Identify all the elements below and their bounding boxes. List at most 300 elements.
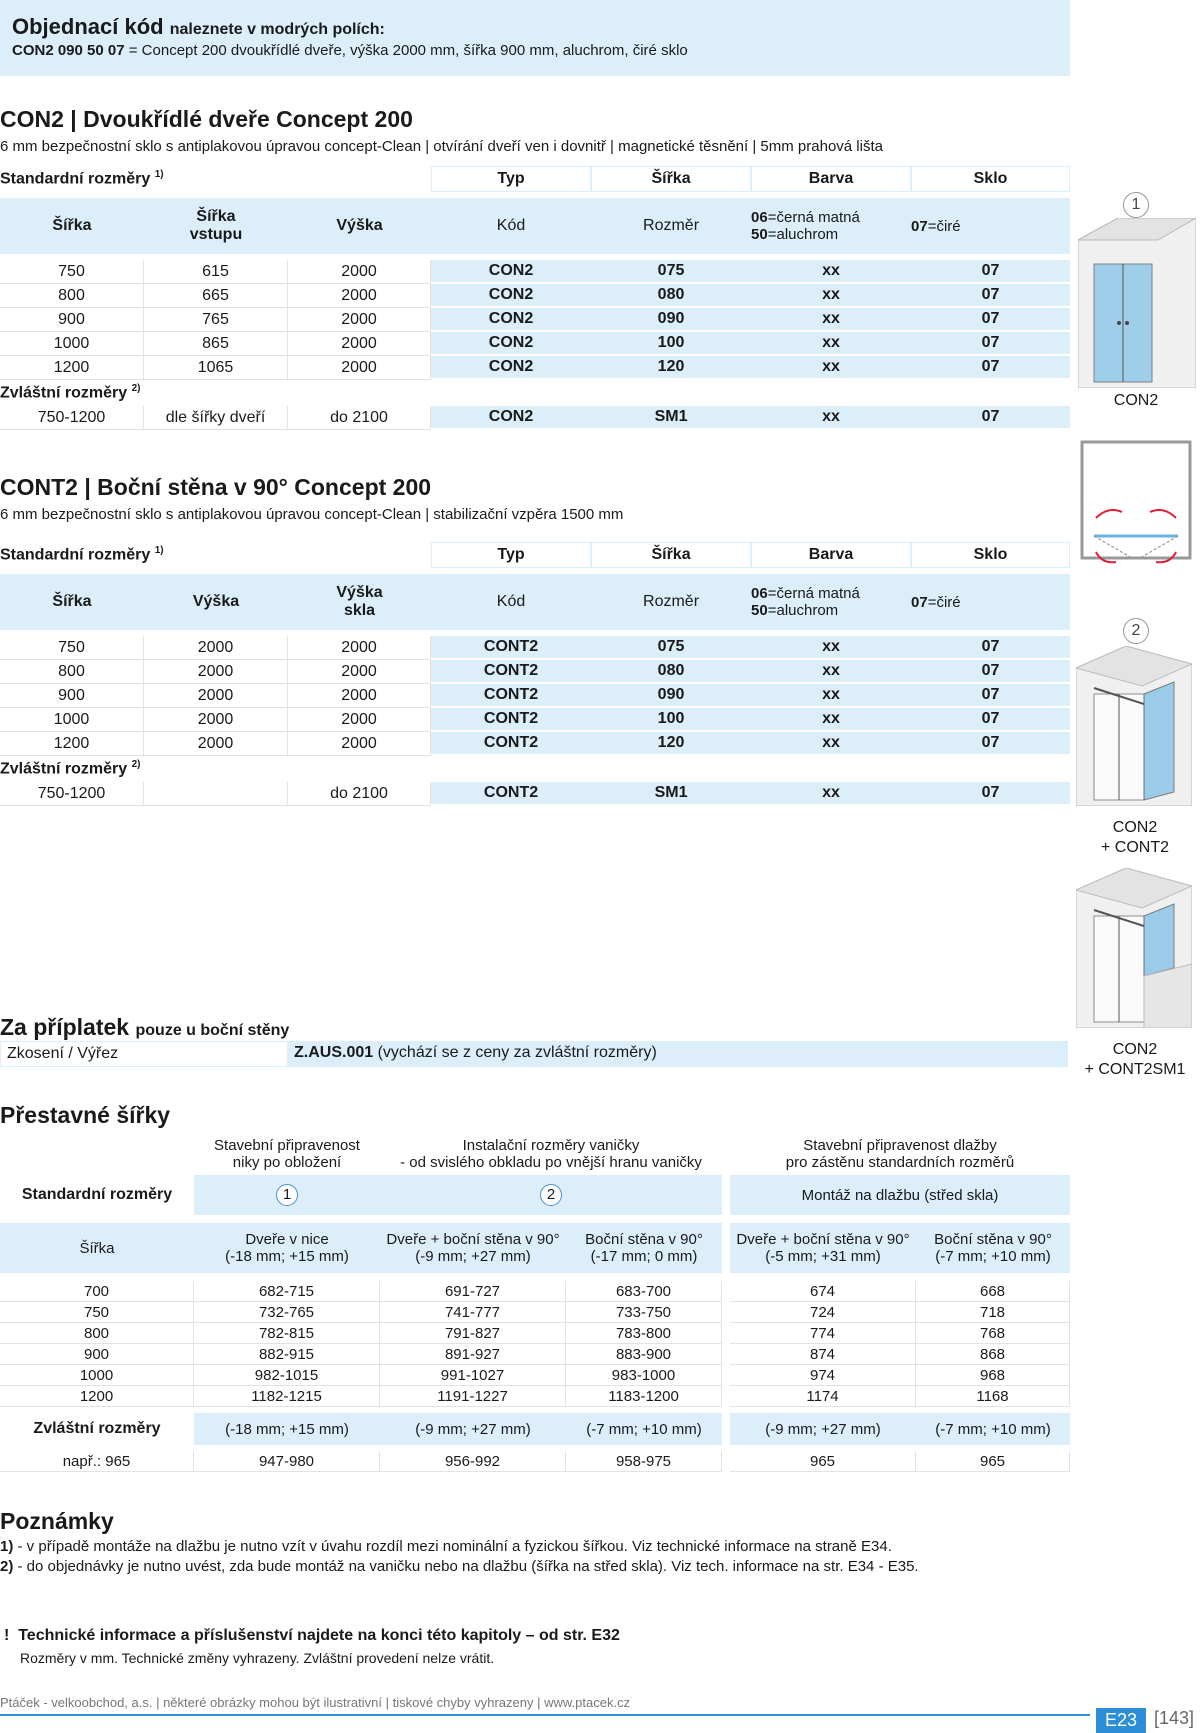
con2-table-cell: 120: [591, 356, 751, 380]
adj-col-head-tolerance: (-9 mm; +27 mm): [415, 1248, 531, 1265]
con2-head-sklo: Sklo: [911, 166, 1070, 192]
cont2-table-cell: 2000: [144, 732, 288, 756]
note-1: [0, 1538, 892, 1555]
cont2-table-row: [0, 708, 1070, 732]
order-code-title: Objednací kód: [12, 14, 164, 39]
adj-example-cell: 958-975: [566, 1451, 722, 1472]
adjustable-table: [0, 1133, 1070, 1472]
adj-tile-label: Montáž na dlažbu (střed skla): [730, 1175, 1070, 1215]
adj-row: [0, 1302, 1070, 1323]
cont2-table-row: [0, 732, 1070, 756]
glass-code-07: 07: [911, 217, 928, 235]
adj-group1: [194, 1133, 380, 1175]
con2-table-cell: 07: [911, 308, 1070, 332]
con2-special-label: [0, 380, 1070, 406]
cont2-table-cell: xx: [751, 660, 911, 684]
reference-2-circle: 2: [540, 1184, 562, 1206]
side-panel-glass-shape: [1144, 682, 1174, 800]
adj-std-label: Standardní rozměry: [21, 1186, 173, 1203]
con2-table-cell: 2000: [288, 260, 431, 284]
adj-col-head-title: Dveře v nice: [245, 1231, 329, 1248]
cont2-sub-c3b: skla: [343, 602, 376, 619]
cont2-table-cell: 07: [911, 636, 1070, 660]
cont2-title: CONT2 | Boční stěna v 90° Concept 200: [0, 474, 432, 500]
con2-cont2-illustration: [1076, 646, 1192, 806]
cont2-sub-row: [0, 574, 1070, 630]
cont2-table-cell: xx: [751, 708, 911, 732]
adj-col-head: [916, 1223, 1070, 1273]
cont2-sub-kod: Kód: [431, 574, 591, 630]
con2-special-cell: xx: [751, 406, 911, 430]
con2-table-cell: xx: [751, 356, 911, 380]
adj-cell: 1191-1227: [380, 1386, 566, 1407]
exclamation-icon: !: [4, 1627, 10, 1644]
tech-line-1-text: Technické informace a příslušenství najdete na konci této kapitoly – od str. E32: [18, 1627, 620, 1644]
cont2-table-cell: 07: [911, 660, 1070, 684]
con2-table-cell: 090: [591, 308, 751, 332]
adj-special-label: Zvláštní rozměry: [0, 1413, 194, 1445]
con2-table-cell: 2000: [288, 284, 431, 308]
adj-cell: 750: [0, 1302, 194, 1323]
con2-sub-sklo: [911, 198, 1070, 254]
adj-group3-line2: pro zástěnu standardních rozměrů: [785, 1154, 1015, 1171]
cont2-table: [0, 542, 1070, 806]
cont2-special-label-text: Zvláštní rozměry: [0, 760, 128, 778]
con2-table-row: [0, 308, 1070, 332]
adj-cell: 718: [916, 1302, 1070, 1323]
order-code-example-text: = Concept 200 dvoukřídlé dveře, výška 2000 mm, šířka 900 mm, aluchrom, čiré sklo: [128, 42, 688, 59]
con2-rows: [0, 260, 1070, 380]
con2-table-cell: 07: [911, 284, 1070, 308]
con2-table-cell: 075: [591, 260, 751, 284]
spacer: [722, 1413, 730, 1445]
adj-cell: 982-1015: [194, 1365, 380, 1386]
cont2-table-cell: 07: [911, 708, 1070, 732]
cont2-table-cell: 2000: [144, 708, 288, 732]
illustration-2-number: 2: [1123, 618, 1149, 644]
cont2-special-sup: 2): [131, 759, 141, 771]
open-arrow-icon: [1150, 510, 1176, 518]
con2-table-cell: 900: [0, 308, 144, 332]
cont2-table-cell: 07: [911, 684, 1070, 708]
order-code-example-code: CON2 090 50 07: [12, 42, 125, 59]
adj-cell: 724: [730, 1302, 916, 1323]
adj-cell: 874: [730, 1344, 916, 1365]
con2-table-cell: 07: [911, 260, 1070, 284]
glass-name-07: =čiré: [927, 217, 961, 235]
illustration-3-label: [1076, 1040, 1194, 1080]
adj-col-head-row: [0, 1223, 1070, 1273]
cont2-table-cell: 750: [0, 636, 144, 660]
adj-row: [0, 1323, 1070, 1344]
con2-head-sirka: Šířka: [591, 166, 751, 192]
adj-cell: 791-827: [380, 1323, 566, 1344]
con2-std-sup: 1): [154, 169, 164, 181]
spacer: [722, 1302, 730, 1323]
spacer: [722, 1344, 730, 1365]
cont2-sub-rozmer: Rozměr: [591, 574, 751, 630]
cont2-table-row: [0, 636, 1070, 660]
con2-sub-kod: Kód: [431, 198, 591, 254]
spacer: [722, 1281, 730, 1302]
adj-col-head: [194, 1223, 380, 1273]
spacer: [722, 1133, 730, 1175]
con2-table: [0, 166, 1070, 430]
cont2-table-cell: 090: [591, 684, 751, 708]
adj-row: [0, 1365, 1070, 1386]
con2-sub-sirka: Šířka: [0, 198, 144, 254]
con2-sub-rozmer: Rozměr: [591, 198, 751, 254]
note-2-text: - do objednávky je nutno uvést, zda bude montáž na vaničku nebo na dlažbu (šířka na střed skla). Viz tech. informace na str. E34 - E35.: [17, 1558, 919, 1575]
note-2: [0, 1558, 919, 1575]
adj-special-tolerance: (-18 mm; +15 mm): [194, 1413, 380, 1445]
glass-name-07: =čiré: [927, 593, 961, 611]
cont2-sub-barva: [751, 574, 911, 630]
con2-sub-sirka-vstupu: [144, 198, 288, 254]
color-code-06: 06: [751, 585, 768, 602]
adj-cell: 883-900: [566, 1344, 722, 1365]
cont2-table-cell: xx: [751, 684, 911, 708]
spacer: [0, 1273, 1070, 1281]
reference-1-circle: 1: [276, 1184, 298, 1206]
cont2-table-row: [0, 684, 1070, 708]
cont2-table-cell: 100: [591, 708, 751, 732]
con2-table-cell: 615: [144, 260, 288, 284]
con2-special-row: [0, 406, 1070, 430]
adjustable-title: Přestavné šířky: [0, 1102, 171, 1128]
adj-cell: 974: [730, 1365, 916, 1386]
cont2-special-rows: [0, 782, 1070, 806]
cont2-head-row: [0, 542, 1070, 568]
adj-cell: 733-750: [566, 1302, 722, 1323]
adj-col-head-tolerance: (-18 mm; +15 mm): [225, 1248, 349, 1265]
con2-table-cell: 07: [911, 356, 1070, 380]
cont2-table-cell: 1000: [0, 708, 144, 732]
con2-table-cell: 07: [911, 332, 1070, 356]
adj-cell: 700: [0, 1281, 194, 1302]
adj-group2: [380, 1133, 722, 1175]
adj-col-head-title: Boční stěna v 90°: [585, 1231, 703, 1248]
side-panel-glass-shape: [1144, 904, 1174, 976]
cont2-special-cell: CONT2: [431, 782, 591, 806]
adj-cell: 882-915: [194, 1344, 380, 1365]
con2-table-cell: 1000: [0, 332, 144, 356]
adj-group1-line2: niky po obložení: [232, 1154, 342, 1171]
con2-sub-c2a: Šířka: [196, 208, 236, 225]
adj-example-cell: 956-992: [380, 1451, 566, 1472]
adj-cell: 774: [730, 1323, 916, 1344]
door-handle-shape: [1117, 321, 1121, 325]
adj-special-row: [0, 1413, 1070, 1445]
con2-special-cell: 750-1200: [0, 406, 144, 430]
order-code-box: [0, 0, 1070, 76]
illustration-1-label: CON2: [1113, 392, 1159, 409]
cont2-head-sklo: Sklo: [911, 542, 1070, 568]
con2-table-cell: 080: [591, 284, 751, 308]
adj-col-head-title: Boční stěna v 90°: [934, 1231, 1052, 1248]
con2-table-cell: 100: [591, 332, 751, 356]
adj-cell: 1182-1215: [194, 1386, 380, 1407]
adj-cell: 768: [916, 1323, 1070, 1344]
con2-table-cell: 750: [0, 260, 144, 284]
con2-special-cell: CON2: [431, 406, 591, 430]
cont2-sub-sirka: Šířka: [0, 574, 144, 630]
con2-table-cell: 865: [144, 332, 288, 356]
con2-table-row: [0, 260, 1070, 284]
con2-sub-vyska: Výška: [288, 198, 431, 254]
con2-std-label: [0, 166, 431, 192]
cont2-special-cell: SM1: [591, 782, 751, 806]
spacer: [722, 1323, 730, 1344]
con2-head-row: [0, 166, 1070, 192]
cont2-table-cell: CONT2: [431, 684, 591, 708]
adj-special-tolerance: (-7 mm; +10 mm): [916, 1413, 1070, 1445]
tech-line-2: Rozměry v mm. Technické změny vyhrazeny. Zvláštní provedení nelze vrátit.: [20, 1650, 495, 1666]
adj-cell: 968: [916, 1365, 1070, 1386]
spacer: [0, 1133, 194, 1175]
cont2-special-cell: [144, 782, 288, 806]
cont2-sub-sklo: [911, 574, 1070, 630]
con2-table-row: [0, 284, 1070, 308]
adj-col-head: [730, 1223, 916, 1273]
cont2-table-cell: 075: [591, 636, 751, 660]
adj-circle1-cell: [194, 1175, 380, 1215]
adj-cell: 900: [0, 1344, 194, 1365]
adj-cell: 1174: [730, 1386, 916, 1407]
con2-special-cell: 07: [911, 406, 1070, 430]
cont2-special-row: [0, 782, 1070, 806]
adj-circle2-cell: [380, 1175, 722, 1215]
cont2-table-row: [0, 660, 1070, 684]
color-name-06: =černá matná: [767, 585, 860, 602]
adj-group2-line1: Instalační rozměry vaničky: [462, 1137, 640, 1154]
adj-group3: [730, 1133, 1070, 1175]
illustration-3-label-a: CON2: [1112, 1041, 1158, 1058]
tech-line-1: [4, 1627, 620, 1645]
cont2-table-cell: 2000: [288, 660, 431, 684]
cont2-table-cell: 080: [591, 660, 751, 684]
color-name-06: =černá matná: [767, 209, 860, 226]
cont2-sub-c3a: Výška: [336, 584, 383, 601]
con2-table-cell: 765: [144, 308, 288, 332]
surcharge-row: [0, 1041, 1068, 1067]
surcharge-title-text: Za příplatek: [0, 1014, 130, 1040]
cont2-table-cell: 2000: [288, 732, 431, 756]
illustration-3-label-b: + CONT2SM1: [1084, 1061, 1186, 1078]
glass-code-07: 07: [911, 593, 928, 611]
cont2-rows: [0, 636, 1070, 756]
footer-text: Ptáček - velkoobchod, a.s. | některé obrázky mohou být ilustrativní | tiskové chyby vyhrazeny | www.ptacek.cz: [0, 1695, 631, 1710]
spacer: [722, 1365, 730, 1386]
adj-col-head-tolerance: (-17 mm; 0 mm): [590, 1248, 698, 1265]
color-code-50: 50: [751, 226, 768, 243]
spacer: [722, 1451, 730, 1472]
con2-table-cell: xx: [751, 332, 911, 356]
open-arrow-icon: [1096, 510, 1122, 518]
con2-special-cell: do 2100: [288, 406, 431, 430]
cont2-std-sup: 1): [154, 545, 164, 557]
spacer: [722, 1175, 730, 1215]
adj-cell: 1000: [0, 1365, 194, 1386]
con2-title: CON2 | Dvoukřídlé dveře Concept 200: [0, 106, 413, 132]
door-opening-diagram: [1080, 440, 1192, 570]
con2-std-label-text: Standardní rozměry: [0, 170, 151, 188]
cont2-table-cell: 1200: [0, 732, 144, 756]
adj-cell: 983-1000: [566, 1365, 722, 1386]
cont2-special-cell: 750-1200: [0, 782, 144, 806]
cont2-table-cell: 07: [911, 732, 1070, 756]
con2-subtitle: 6 mm bezpečnostní sklo s antiplakovou úpravou concept-Clean | otvírání dveří ven i dovnitř | magnetické těsnění | 5mm prahová lišta: [0, 138, 883, 155]
con2-table-cell: CON2: [431, 284, 591, 308]
color-code-06: 06: [751, 209, 768, 226]
order-code-subtitle: naleznete v modrých polích:: [169, 21, 385, 38]
con2-table-cell: 2000: [288, 356, 431, 380]
niche-outline-shape: [1082, 442, 1190, 558]
cont2-table-cell: 2000: [144, 636, 288, 660]
illustration-1-number: 1: [1123, 192, 1149, 218]
adj-example-cell: 965: [916, 1451, 1070, 1472]
adj-row: [0, 1344, 1070, 1365]
cont2-table-cell: 2000: [144, 660, 288, 684]
footer-divider: [0, 1714, 1090, 1716]
adj-cell: 683-700: [566, 1281, 722, 1302]
con2-table-cell: xx: [751, 284, 911, 308]
con2-table-cell: CON2: [431, 356, 591, 380]
cont2-special-cell: do 2100: [288, 782, 431, 806]
cont2-table-cell: 900: [0, 684, 144, 708]
cont2-special-cell: xx: [751, 782, 911, 806]
adj-cell: 891-927: [380, 1344, 566, 1365]
adj-cell: 682-715: [194, 1281, 380, 1302]
adj-cell: 783-800: [566, 1323, 722, 1344]
adj-example-cell: 965: [730, 1451, 916, 1472]
swing-line: [1094, 536, 1132, 558]
illustration-2-label-b: + CONT2: [1100, 839, 1169, 856]
adj-group1-line1: Stavební připravenost: [214, 1137, 360, 1154]
swing-line: [1140, 536, 1178, 558]
cont2-table-cell: xx: [751, 732, 911, 756]
adj-cell: 668: [916, 1281, 1070, 1302]
adj-col-head: [566, 1223, 722, 1273]
cont2-table-cell: 2000: [288, 708, 431, 732]
con2-cont2sm1-illustration: [1076, 868, 1192, 1028]
adj-cell: 741-777: [380, 1302, 566, 1323]
adj-col-head-tolerance: (-5 mm; +31 mm): [765, 1248, 881, 1265]
adj-cell: 1200: [0, 1386, 194, 1407]
con2-special-sup: 2): [131, 383, 141, 395]
con2-table-cell: 1065: [144, 356, 288, 380]
cont2-table-cell: CONT2: [431, 708, 591, 732]
cont2-table-cell: 800: [0, 660, 144, 684]
adj-example-row: [0, 1451, 1070, 1472]
surcharge-label: Zkosení / Výřez: [0, 1041, 288, 1067]
con2-table-cell: xx: [751, 260, 911, 284]
page-number: [143]: [1154, 1708, 1195, 1728]
adj-cell: 868: [916, 1344, 1070, 1365]
cont2-sub-vyska-skla: [288, 574, 431, 630]
cont2-table-cell: 120: [591, 732, 751, 756]
con2-table-cell: 2000: [288, 332, 431, 356]
cont2-std-label: [0, 542, 431, 568]
adj-group-row: [0, 1133, 1070, 1175]
cont2-head-sirka: Šířka: [591, 542, 751, 568]
cont2-head-typ: Typ: [431, 542, 591, 568]
cont2-std-label-text: Standardní rozměry: [0, 546, 151, 564]
cont2-table-cell: xx: [751, 636, 911, 660]
adj-col-head-title: Dveře + boční stěna v 90°: [386, 1231, 560, 1248]
adj-cell: 1168: [916, 1386, 1070, 1407]
cont2-table-cell: 2000: [144, 684, 288, 708]
surcharge-title: [0, 1014, 289, 1041]
con2-sub-c2b: vstupu: [189, 226, 243, 243]
adj-cell: 691-727: [380, 1281, 566, 1302]
adj-rows: [0, 1281, 1070, 1407]
cont2-subtitle: 6 mm bezpečnostní sklo s antiplakovou úpravou concept-Clean | stabilizační vzpěra 1500 mm: [0, 506, 624, 523]
surcharge-note: (vychází se z ceny za zvláštní rozměry): [377, 1044, 657, 1061]
adj-row: [0, 1281, 1070, 1302]
adj-example-cell: např.: 965: [0, 1451, 194, 1472]
adj-cell: 991-1027: [380, 1365, 566, 1386]
con2-table-row: [0, 356, 1070, 380]
con2-table-cell: 665: [144, 284, 288, 308]
con2-special-label-text: Zvláštní rozměry: [0, 384, 128, 402]
con2-special-rows: [0, 406, 1070, 430]
surcharge-value: [294, 1044, 657, 1062]
order-code-heading: [12, 14, 1070, 40]
con2-table-cell: CON2: [431, 332, 591, 356]
spacer: [722, 1386, 730, 1407]
spacer: [722, 1223, 730, 1273]
con2-head-typ: Typ: [431, 166, 591, 192]
con2-table-cell: 800: [0, 284, 144, 308]
page-code-badge: E23: [1096, 1708, 1146, 1733]
illustration-2-label-a: CON2: [1112, 819, 1158, 836]
notes-title: Poznámky: [0, 1508, 114, 1534]
adj-col-head-tolerance: (-7 mm; +10 mm): [935, 1248, 1051, 1265]
door-handle-shape: [1125, 321, 1129, 325]
cont2-head-barva: Barva: [751, 542, 911, 568]
adj-special-tolerance: (-9 mm; +27 mm): [380, 1413, 566, 1445]
con2-sub-row: [0, 198, 1070, 254]
cont2-table-cell: CONT2: [431, 660, 591, 684]
adj-special-tolerance: (-9 mm; +27 mm): [730, 1413, 916, 1445]
color-name-50: =aluchrom: [767, 602, 839, 619]
spacer: [0, 1215, 1070, 1223]
color-name-50: =aluchrom: [767, 226, 839, 243]
con2-sub-barva: [751, 198, 911, 254]
cont2-special-label: [0, 756, 1070, 782]
adj-special-tolerance: (-7 mm; +10 mm): [566, 1413, 722, 1445]
adj-group2-line2: - od svislého obkladu po vnější hranu vaničky: [400, 1154, 702, 1171]
con2-table-row: [0, 332, 1070, 356]
adj-cell: 732-765: [194, 1302, 380, 1323]
cont2-table-cell: 2000: [288, 636, 431, 660]
adj-col-head-title: Dveře + boční stěna v 90°: [736, 1231, 910, 1248]
color-code-50: 50: [751, 602, 768, 619]
cont2-special-cell: 07: [911, 782, 1070, 806]
adj-group3-line1: Stavební připravenost dlažby: [803, 1137, 997, 1154]
note-1-text: - v případě montáže na dlažbu je nutno vzít v úvahu rozdíl mezi nominální a fyzickou šířkou. Viz technické informace na straně E34.: [17, 1538, 892, 1555]
order-code-example: [12, 42, 1070, 59]
con2-table-cell: 2000: [288, 308, 431, 332]
adj-col-sirka: Šířka: [0, 1223, 194, 1273]
con2-table-cell: CON2: [431, 260, 591, 284]
adj-example-cell: 947-980: [194, 1451, 380, 1472]
con2-special-cell: SM1: [591, 406, 751, 430]
cont2-table-cell: CONT2: [431, 732, 591, 756]
con2-table-cell: CON2: [431, 308, 591, 332]
adj-cell: 1183-1200: [566, 1386, 722, 1407]
